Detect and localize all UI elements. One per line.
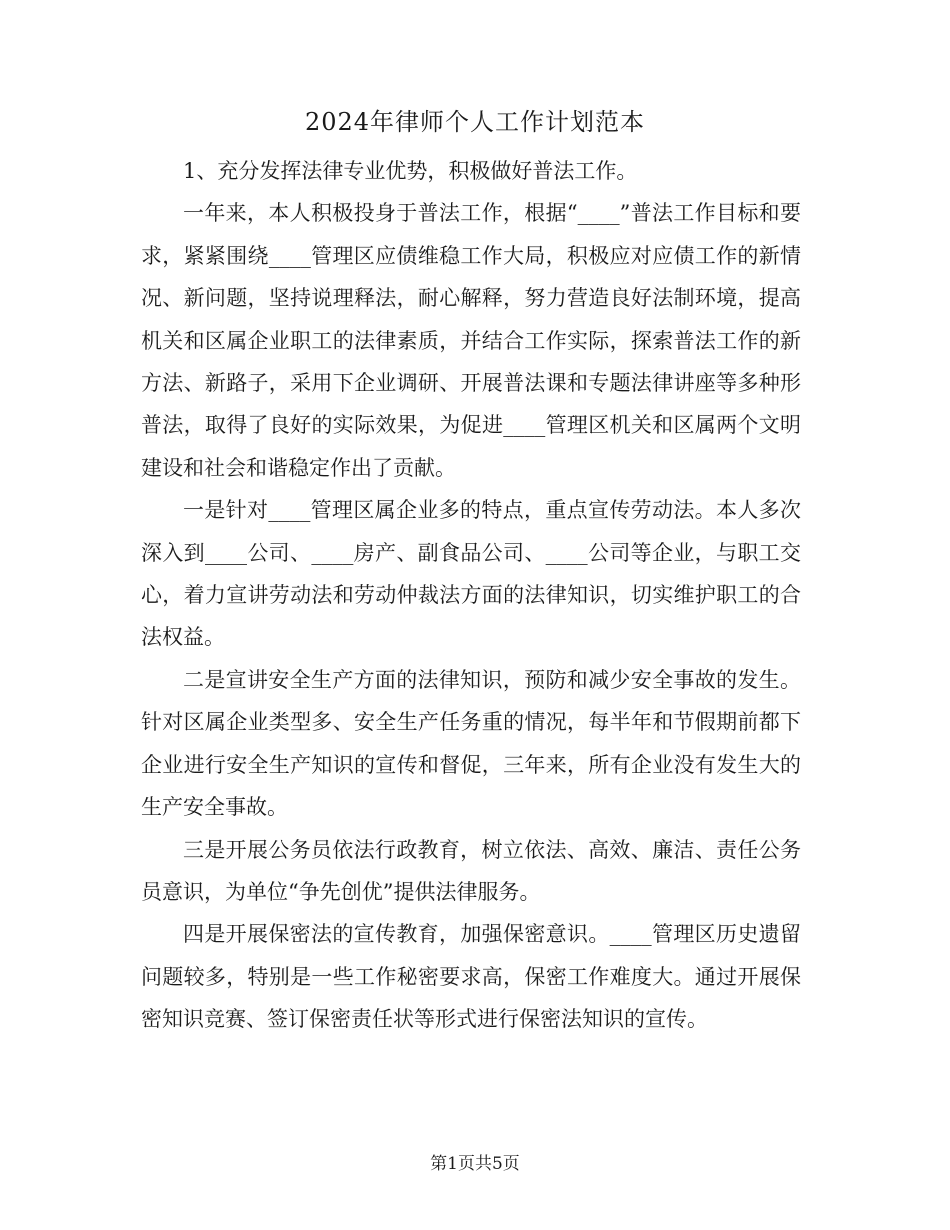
- paragraph-overview: 一年来，本人积极投身于普法工作，根据“____”普法工作目标和要求，紧紧围绕____管理区应债维稳工作大局，积极应对应债工作的新情况、新问题，坚持说理释法，耐心解释，努力营造良好法制环境，提高机关和区属企业职工的法律素质，并结合工作实际，探索普法工作的新方法、新路子，采用下企业调研、开展普法课和专题法律讲座等多种形普法，取得了良好的实际效果，为促进____管理区机关和区属两个文明建设和社会和谐稳定作出了贡献。: [141, 201, 801, 480]
- paragraph-point-4: 四是开展保密法的宣传教育，加强保密意识。____管理区历史遗留问题较多，特别是一些工作秘密要求高，保密工作难度大。通过开展保密知识竞赛、签订保密责任状等形式进行保密法知识的宣传。: [141, 922, 801, 1032]
- paragraph-point-2: 二是宣讲安全生产方面的法律知识，预防和减少安全事故的发生。针对区属企业类型多、安全生产任务重的情况，每半年和节假期前都下企业进行安全生产知识的宣传和督促，三年来，所有企业没有发生大的生产安全事故。: [141, 667, 801, 820]
- page-footer: 第1页共5页: [430, 1154, 520, 1174]
- document-title: 2024年律师个人工作计划范本: [304, 108, 646, 136]
- paragraph-point-3: 三是开展公务员依法行政教育，树立依法、高效、廉洁、责任公务员意识，为单位“争先创优”提供法律服务。: [141, 837, 801, 904]
- paragraph-heading-1: 1、充分发挥法律专业优势，积极做好普法工作。: [183, 159, 638, 183]
- paragraph-point-1: 一是针对____管理区属企业多的特点，重点宣传劳动法。本人多次深入到____公司、____房产、副食品公司、____公司等企业，与职工交心，着力宣讲劳动法和劳动仲裁法方面的法律知识，切实维护职工的合法权益。: [141, 498, 801, 650]
- document-body: [141, 150, 801, 1041]
